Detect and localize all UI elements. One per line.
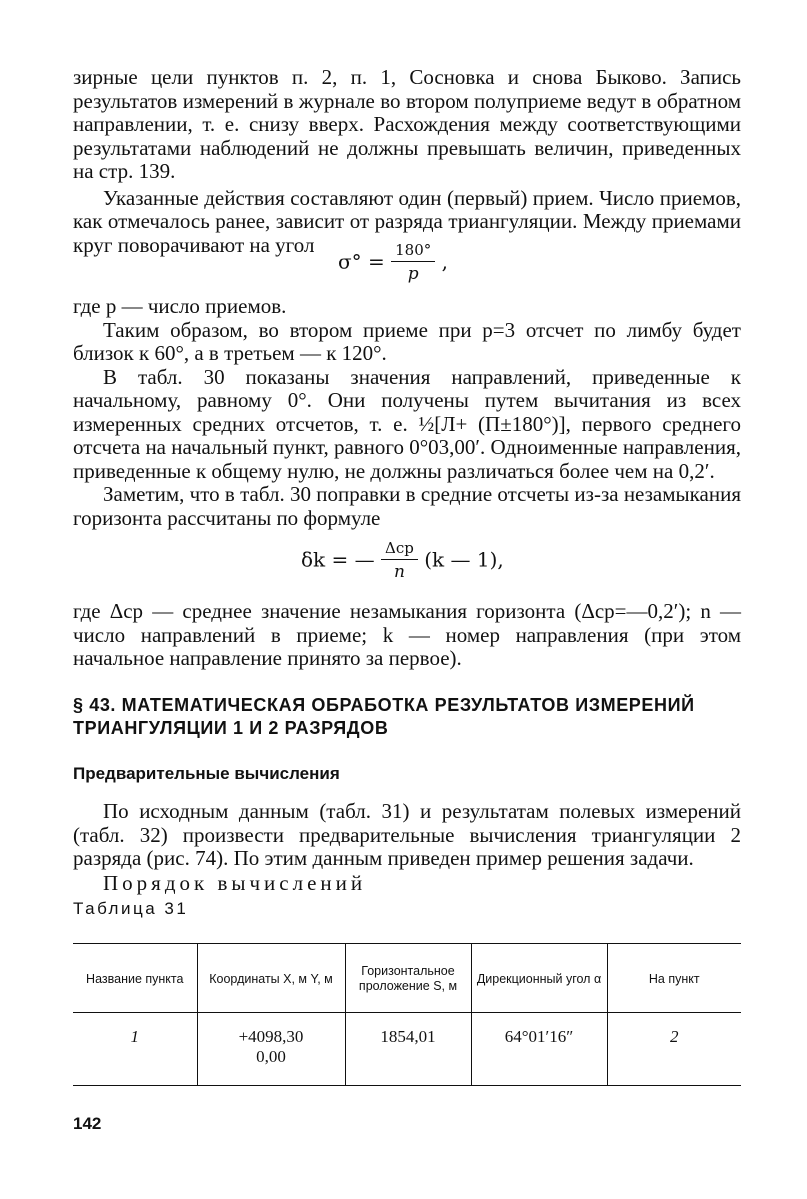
table-31-wrap bbox=[73, 943, 741, 1086]
page-number: 142 bbox=[73, 1114, 102, 1133]
formula-delta-denominator: n bbox=[393, 562, 405, 582]
header-coordinates: Координаты X, м Y, м bbox=[197, 944, 345, 1013]
formula-delta-lhs: δk = — bbox=[301, 547, 375, 572]
cell-coordinates bbox=[197, 1013, 345, 1086]
text-block-top bbox=[73, 66, 741, 257]
header-to-point: На пункт bbox=[607, 944, 741, 1013]
cell-y: 0,00 bbox=[256, 1047, 286, 1066]
text-block-definitions bbox=[73, 600, 741, 671]
table-31 bbox=[73, 943, 741, 1086]
header-point-name: Название пункта bbox=[86, 971, 184, 986]
formula-delta-fraction bbox=[381, 540, 418, 582]
section-heading: § 43. МАТЕМАТИЧЕСКАЯ ОБРАБОТКА РЕЗУЛЬТАТОВ ИЗМЕРЕНИЙ ТРИАНГУЛЯЦИИ 1 И 2 РАЗРЯДОВ bbox=[73, 695, 695, 738]
paragraph-corrections: Заметим, что в табл. 30 поправки в средние отсчеты из-за незамыкания горизонта рассчитаны по формуле bbox=[73, 482, 741, 530]
paragraph-table30: В табл. 30 показаны значения направлений, приведенные к начальному, равному 0°. Они получены путем вычитания из всех измеренных средних отсчетов, т. е. ½[Л+ (П±180°)], первого среднего отсчета на начальный пункт, равного 0°03,00′. Одноименные направления, приведенные к общему нулю, не должны различаться более чем на 0,2′. bbox=[73, 364, 741, 483]
header-direction-angle: Дирекционный угол α bbox=[471, 944, 607, 1013]
formula-sigma-tail: , bbox=[441, 249, 448, 274]
table-caption: Таблица 31 bbox=[73, 899, 189, 918]
paragraph-second-reception: Таким образом, во втором приеме при p=3 отсчет по лимбу будет близок к 60°, а в третьем — к 120°. bbox=[73, 317, 741, 365]
text-block-task bbox=[73, 800, 741, 919]
formula-delta-tail: (k — 1), bbox=[424, 547, 504, 572]
formula-sigma bbox=[338, 242, 448, 284]
subheading-block bbox=[73, 764, 741, 784]
formula-sigma-fraction bbox=[391, 242, 435, 284]
header-horizontal-distance: Горизонтальное проложение S, м bbox=[345, 944, 471, 1013]
cell-horizontal-distance: 1854,01 bbox=[345, 1013, 471, 1086]
subsection-heading: Предварительные вычисления bbox=[73, 764, 340, 783]
paragraph-where-p: где p — число приемов. bbox=[73, 294, 287, 318]
formula-sigma-denominator: p bbox=[407, 264, 419, 284]
formula-delta bbox=[301, 540, 504, 582]
formula-sigma-lhs: σ° = bbox=[338, 249, 385, 274]
calculation-order-label: Порядок вычислений bbox=[103, 870, 367, 895]
table-header-row bbox=[73, 944, 741, 1013]
formula-sigma-numerator: 180° bbox=[391, 242, 435, 262]
section-heading-block bbox=[73, 694, 741, 740]
paragraph-task: По исходным данным (табл. 31) и результатам полевых измерений (табл. 32) произвести предварительные вычисления триангуляции 2 разряда (рис. 74). По этим данным приведен пример решения задачи. bbox=[73, 799, 741, 870]
formula-delta-numerator: Δср bbox=[381, 540, 418, 560]
cell-point-name: 1 bbox=[130, 1027, 139, 1046]
text-block-middle bbox=[73, 295, 741, 530]
table-row bbox=[73, 1013, 741, 1086]
paragraph-continuation: зирные цели пунктов п. 2, п. 1, Сосновка и снова Быково. Запись результатов измерений в журнале во втором полуприеме ведут в обратном направлении, т. е. снизу вверх. Расхождения между соответствующими результатами наблюдений не должны превышать величин, приведенных на стр. 139. bbox=[73, 65, 741, 183]
cell-direction-angle: 64°01′16″ bbox=[471, 1013, 607, 1086]
cell-to-point: 2 bbox=[607, 1013, 741, 1086]
paragraph-where-delta: где Δср — среднее значение незамыкания горизонта (Δср=—0,2′); n — число направлений в приеме; k — номер направления (при этом начальное направление принято за первое). bbox=[73, 599, 741, 670]
cell-x: +4098,30 bbox=[238, 1027, 304, 1046]
paragraph-reception: Указанные действия составляют один (первый) прием. Число приемов, как отмечалось ранее, зависит от разряда триангуляции. Между приемами круг поворачивают на угол bbox=[73, 185, 741, 257]
